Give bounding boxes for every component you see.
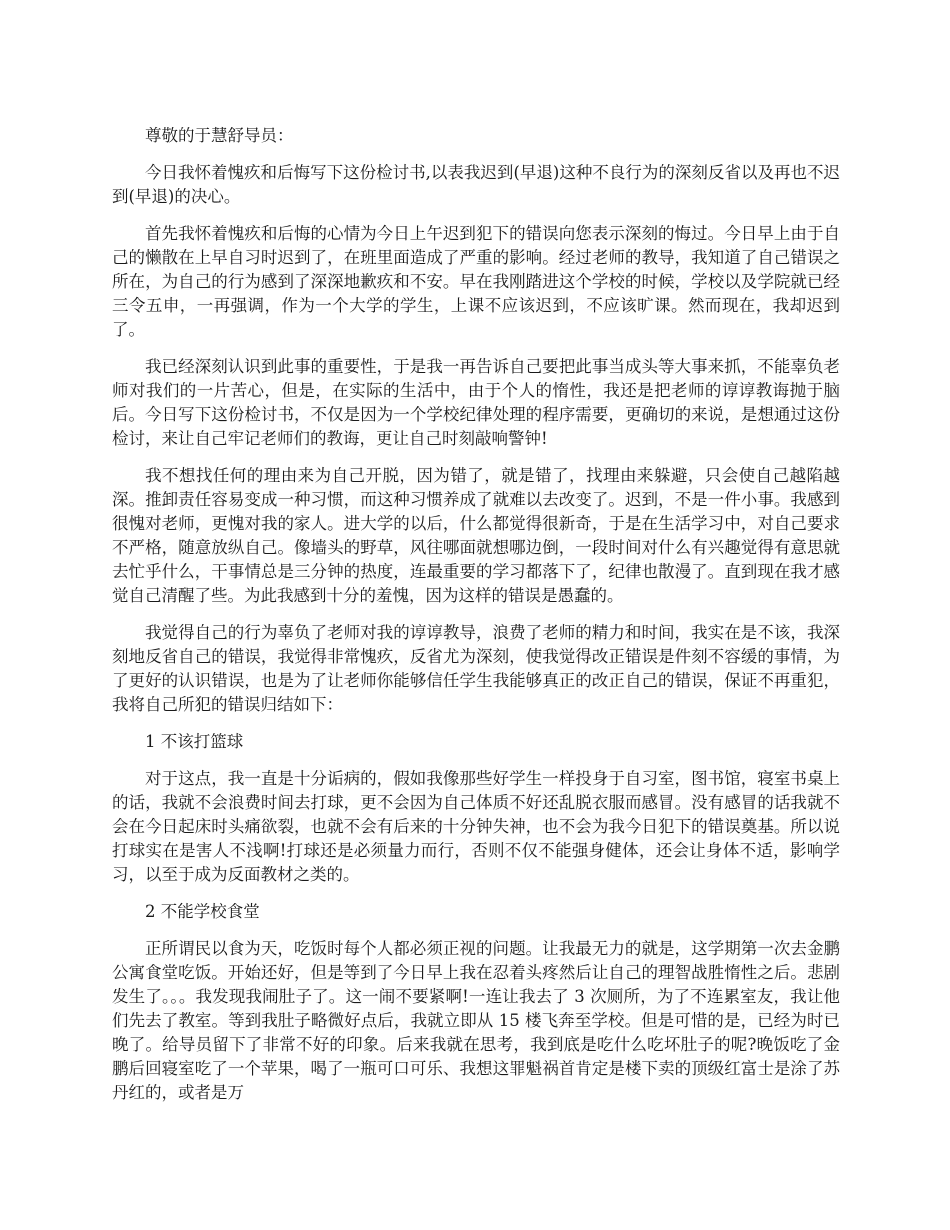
- section-heading-1: 1 不该打篮球: [145, 732, 244, 751]
- section-body-1: 对于这点，我一直是十分诟病的，假如我像那些好学生一样投身于自习室，图书馆，寝室书桌上的话，我就不会浪费时间去打球，更不会因为自己体质不好还乱脱衣服而感冒。没有感冒的话我就不会在今日起床时头痛欲裂，也就不会有后来的十分钟失神，也不会为我今日犯下的错误奠基。所以说打球实在是害人不浅啊!打球还是必须量力而行，否则不仅不能强身健体，还会让身体不适，影响学习，以至于成为反面教材之类的。: [112, 769, 840, 884]
- section-body-2: 正所谓民以食为天，吃饭时每个人都必须正视的问题。让我最无力的就是，这学期第一次去金鹏公寓食堂吃饭。开始还好，但是等到了今日早上我在忍着头疼然后让自己的理智战胜惰性之后。悲剧发生了。。。我发现我闹肚子了。这一闹不要紧啊!一连让我去了 3 次厕所，为了不连累室友，我让他们先去了教室。等到我肚子略微好点后，我就立即从 15 楼飞奔至学校。但是可惜的是，已经为时已晚了。给导员留下了非常不好的印象。后来我就在思考，我到底是吃什么吃坏肚子的呢?晚饭吃了金鹏后回寝室吃了一个苹果，喝了一瓶可口可乐、我想这罪魁祸首肯定是楼下卖的顶级红富士是涂了苏丹红的，或者是万: [112, 939, 840, 1102]
- document-page: [112, 124, 840, 1118]
- paragraph-recognition: 我已经深刻认识到此事的重要性，于是我一再告诉自己要把此事当成头等大事来抓，不能辜负老师对我们的一片苦心，但是，在实际的生活中，由于个人的惰性，我还是把老师的谆谆教诲抛于脑后。今日写下这份检讨书，不仅是因为一个学校纪律处理的程序需要，更确切的来说，是想通过这份检讨，来让自己牢记老师们的教诲，更让自己时刻敲响警钟!: [112, 357, 840, 448]
- paragraph-apology: 首先我怀着愧疚和后悔的心情为今日上午迟到犯下的错误向您表示深刻的悔过。今日早上由于自己的懒散在上早自习时迟到了，在班里面造成了严重的影响。经过老师的教导，我知道了自己错误之所在，为自己的行为感到了深深地歉疚和不安。早在我刚踏进这个学校的时候，学校以及学院就已经三令五申，一再强调，作为一个大学的学生，上课不应该迟到，不应该旷课。然而现在，我却迟到了。: [112, 224, 840, 339]
- paragraph-intro: 今日我怀着愧疚和后悔写下这份检讨书,以表我迟到(早退)这种不良行为的深刻反省以及再也不迟到(早退)的决心。: [112, 163, 840, 206]
- paragraph-summary: 我觉得自己的行为辜负了老师对我的谆谆教导，浪费了老师的精力和时间，我实在是不该，我深刻地反省自己的错误，我觉得非常愧疚，反省尤为深刻，使我觉得改正错误是件刻不容缓的事情，为了更好的认识错误，也是为了让老师你能够信任学生我能够真正的改正自己的错误，保证不再重犯，我将自己所犯的错误归结如下：: [112, 623, 840, 714]
- paragraph-reflection: 我不想找任何的理由来为自己开脱，因为错了，就是错了，找理由来躲避，只会使自己越陷越深。推卸责任容易变成一种习惯，而这种习惯养成了就难以去改变了。迟到，不是一件小事。我感到很愧对老师，更愧对我的家人。进大学的以后，什么都觉得很新奇，于是在生活学习中，对自己要求不严格，随意放纵自己。像墙头的野草，风往哪面就想哪边倒，一段时间对什么有兴趣觉得有意思就去忙乎什么，干事情总是三分钟的热度，连最重要的学习都落下了，纪律也散漫了。直到现在我才感觉自己清醒了些。为此我感到十分的羞愧，因为这样的错误是愚蠢的。: [112, 466, 840, 605]
- section-heading-2: 2 不能学校食堂: [145, 902, 260, 921]
- salutation: 尊敬的于慧舒导员：: [145, 126, 294, 145]
